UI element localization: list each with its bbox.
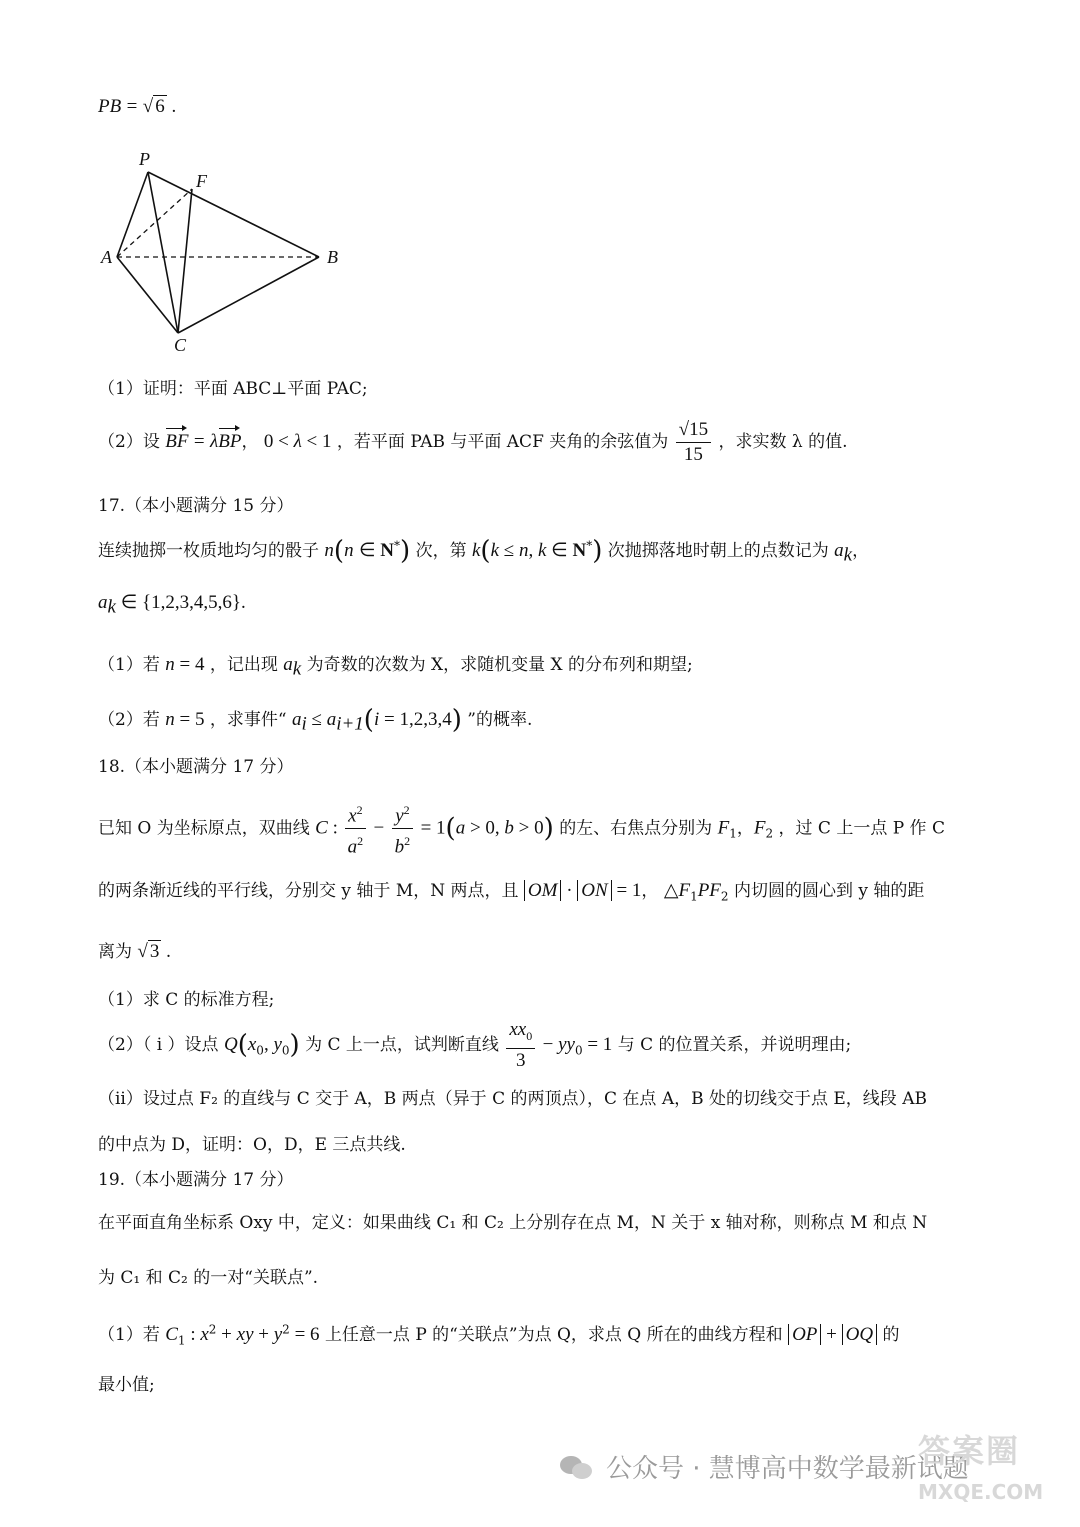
label-A: A [101,247,112,267]
label-F: F [196,171,207,191]
label-B: B [327,247,338,267]
q18-stem-2: 的两条渐近线的平行线，分别交 y 轴于 M，N 两点，且 OM · ON = 1， $\triangle F_1PF_2$ 内切圆的圆心到 y 轴的距 [98,880,925,904]
watermark [560,1448,969,1485]
q18-part2ii: （ii）设过点 F₂ 的直线与 C 交于 A，B 两点（异于 C 的两顶点），C 在点 A，B 处的切线交于点 E，线段 AB [98,1089,927,1109]
label-P: P [139,149,150,169]
site-logo-title: 答案圈 [918,1432,1021,1470]
q18-stem-3: 离为 √ 3 . [98,941,171,962]
tetrahedron-figure [95,145,355,360]
label-C: C [174,335,187,355]
q17-header: 17.（本小题满分 15 分） [98,496,294,516]
intro-pb: PB = √ 6 . [98,96,177,117]
q18-part1: （1）求 C 的标准方程; [98,990,275,1010]
q19-stem-1: 在平面直角坐标系 Oxy 中，定义：如果曲线 C₁ 和 C₂ 上分别存在点 M，N 关于 x 轴对称，则称点 M 和点 N [98,1213,928,1233]
site-logo-url: MXQE.COM [918,1480,1044,1504]
q17-part2: （2）若 n = 5 ，求事件“ $a_i \le a_{i+1}(i = 1,2,3,4)$ ”的概率. [98,705,533,735]
q19-part1: （1）若 $C_1$ : $x^2$ + xy + $y^2 = 6$ 上任意一点 P 的“关联点”为点 Q，求点 Q 所在的曲线方程和 OP + OQ 的 [98,1322,900,1348]
watermark-text: 公众号 · 慧博高中数学最新试题 [606,1454,969,1484]
q19-stem-2: 为 C₁ 和 C₂ 的一对“关联点”. [98,1268,319,1288]
q16-part1: （1）证明：平面 ABC⊥平面 PAC; [98,379,368,399]
q18-part2i: （2）（ i ）设点 $Q(x_0$, $y_0$) 为 C 上一点，试判断直线 $\frac{xx_0}{3}$ − $yy_0 = 1$ 与 C 的位置关系，并说明理由; [98,1019,852,1071]
q18-stem-1: 已知 O 为坐标原点，双曲线 C : $\frac{x^2}{a^2}$ − $\frac{y^2}{b^2}$ = 1(a > 0, b > 0) 的左、右焦点分别为 $F_1$，$F_2$ ，过 C 上一点 P 作 C [98,798,945,860]
q18-part2ii-cont: 的中点为 D，证明：O，D，E 三点共线. [98,1135,406,1155]
q17-part1: （1）若 n = 4 ，记出现 $a_k$ 为奇数的次数为 X，求随机变量 X 的分布列和期望; [98,654,693,680]
q17-stem-2: $a_k$ ∈ {1,2,3,4,5,6}. [98,592,246,618]
q19-header: 19.（本小题满分 17 分） [98,1170,294,1190]
q18-header: 18.（本小题满分 17 分） [98,757,294,777]
q16-part2: （2）设 BF = λBP， 0 < λ < 1 ，若平面 PAB 与平面 ACF 夹角的余弦值为 $\frac{√15}{15}$ ，求实数 λ 的值. [98,419,848,465]
q19-part1-cont: 最小值; [98,1375,155,1395]
q17-stem-1: 连续抛掷一枚质地均匀的骰子 n(n ∈ N*) 次，第 k(k ≤ n, k ∈ N*) 次抛掷落地时朝上的点数记为 $a_k$， [98,536,870,566]
wechat-icon [560,1452,596,1482]
site-logo [918,1426,1058,1516]
